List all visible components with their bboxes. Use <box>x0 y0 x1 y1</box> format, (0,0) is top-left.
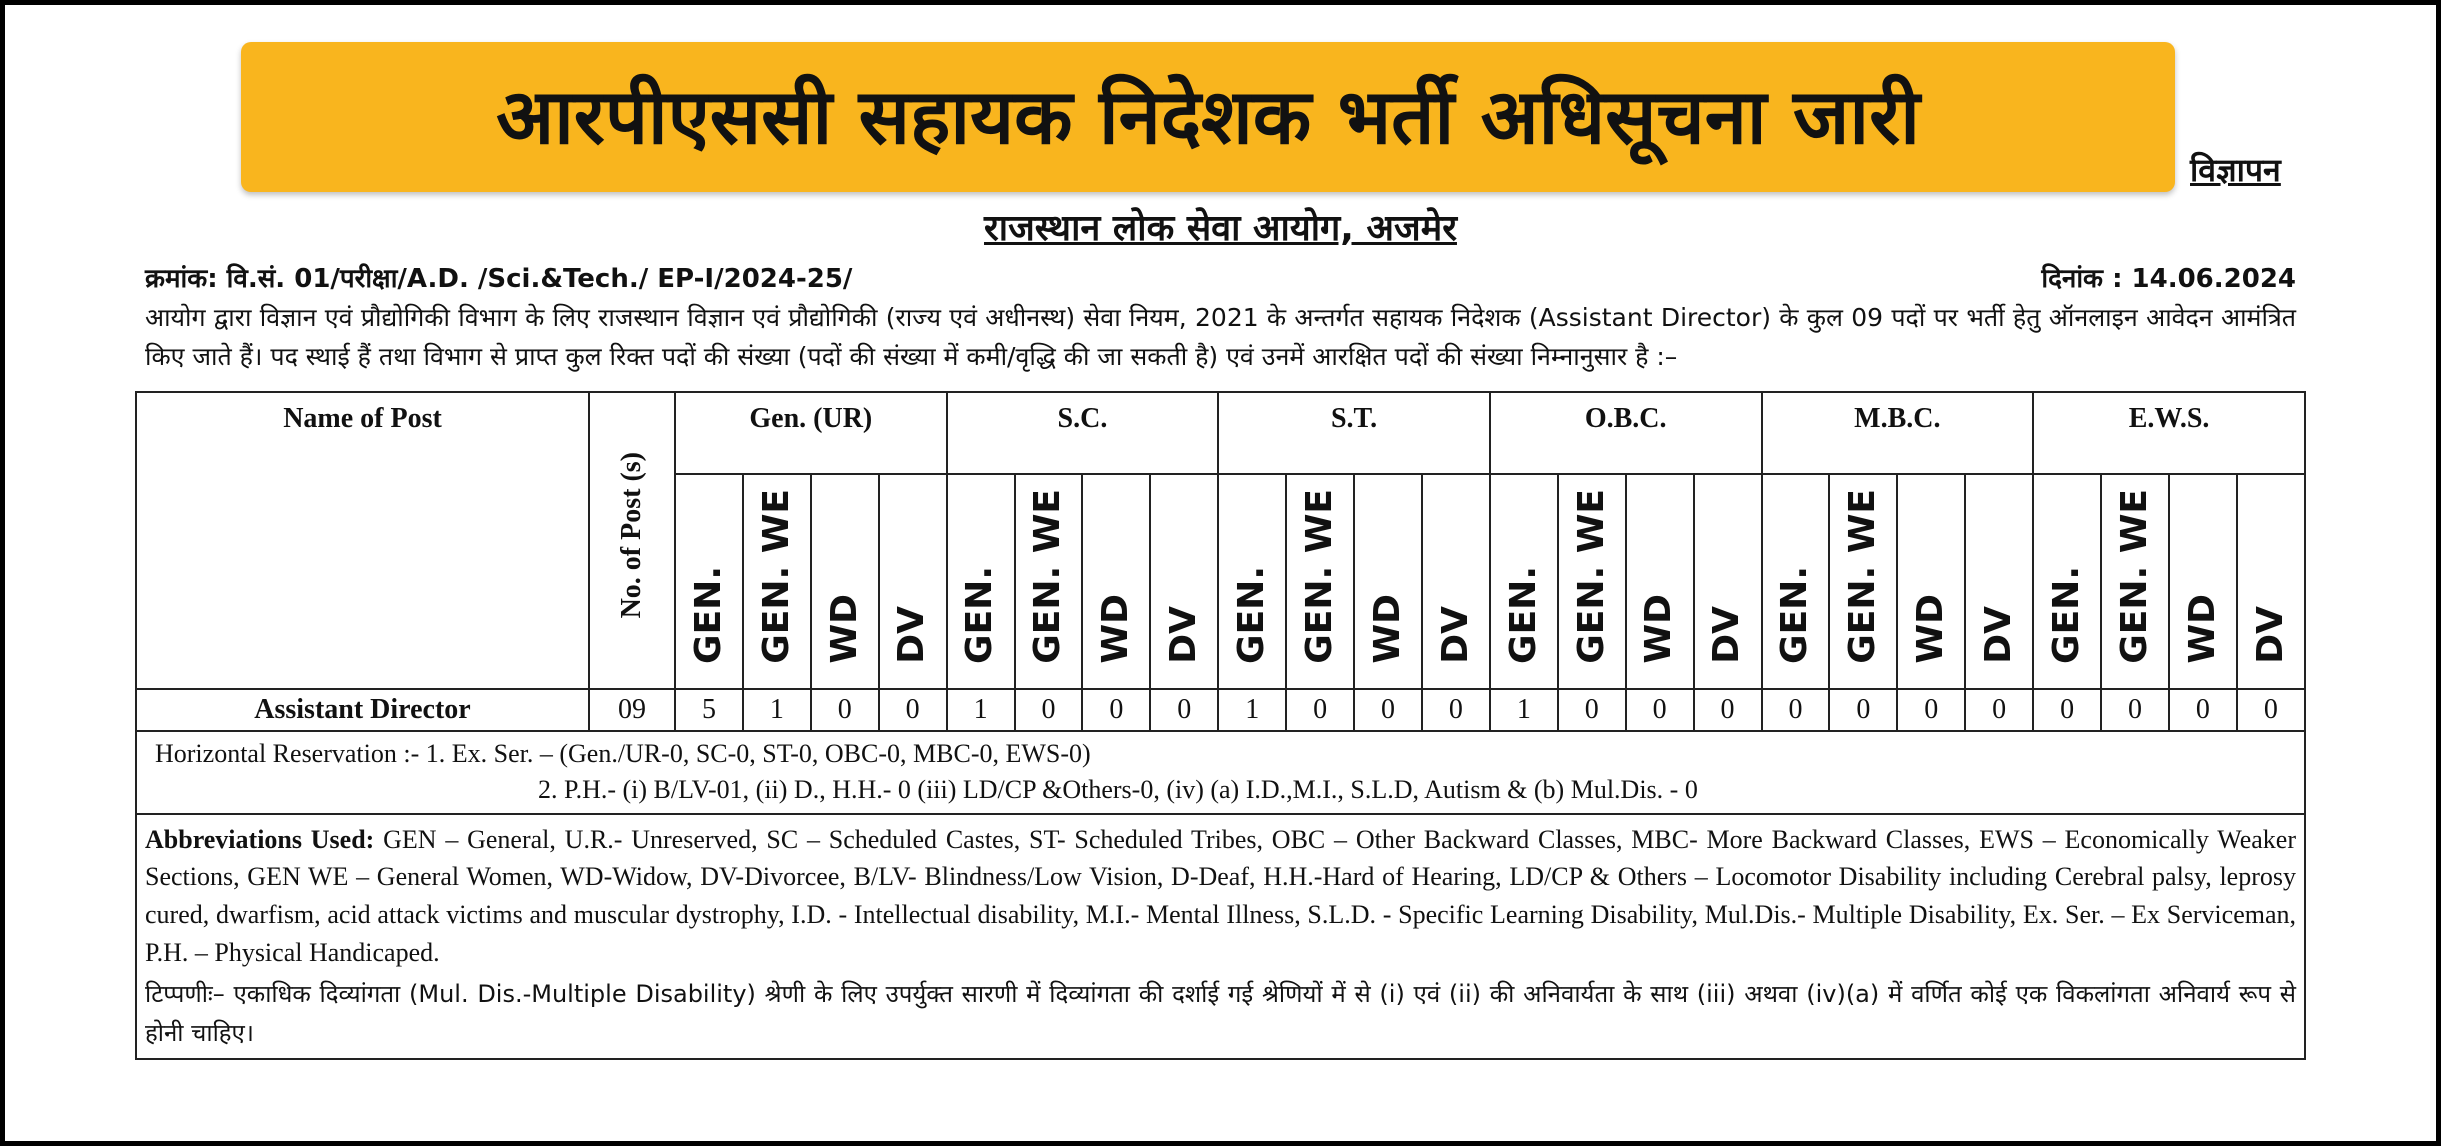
vacancy-value: 1 <box>743 689 811 731</box>
subcategory-header <box>811 474 879 689</box>
vacancy-value: 0 <box>879 689 947 731</box>
advertisement-label: विज्ञापन <box>2190 151 2281 189</box>
subcategory-label: GEN. <box>1502 565 1544 664</box>
subcategory-label: WD <box>1638 593 1680 664</box>
vacancy-value: 0 <box>1286 689 1354 731</box>
subcategory-label: WD <box>1366 593 1408 664</box>
horizontal-reservation <box>136 731 2305 814</box>
subcategory-label: GEN. WE <box>1298 488 1340 664</box>
vacancy-value: 0 <box>1897 689 1965 731</box>
subcategory-header <box>1829 474 1897 689</box>
subcategory-header <box>2101 474 2169 689</box>
vacancy-value: 0 <box>1150 689 1218 731</box>
vacancy-value: 1 <box>947 689 1015 731</box>
top-bar <box>0 0 2441 200</box>
reference-row <box>135 260 2306 299</box>
banner-title: आरपीएससी सहायक निदेशक भर्ती अधिसूचना जारी <box>496 71 1920 161</box>
title-banner <box>241 42 2175 192</box>
subcategory-label: GEN. WE <box>1842 488 1884 664</box>
subcategory-label: WD <box>823 593 865 664</box>
group-header: O.B.C. <box>1490 392 1762 474</box>
subcategory-header <box>1694 474 1762 689</box>
reference-number: क्रमांक: वि.सं. 01/परीक्षा/A.D. /Sci.&Tech./ EP-I/2024-25/ <box>145 264 853 295</box>
subcategory-label: GEN. <box>959 565 1001 664</box>
subcategory-label: DV <box>891 605 933 664</box>
group-header: E.W.S. <box>2033 392 2305 474</box>
intro-paragraph: आयोग द्वारा विज्ञान एवं प्रौद्योगिकी विभाग के लिए राजस्थान विज्ञान एवं प्रौद्योगिकी (राज्य एवं अधीनस्थ) सेवा नियम, 2021 के अन्तर्गत सहायक निदेशक (Assistant Director) के कुल 09 पदों पर भर्ती हेतु ऑनलाइन आवेदन आमंत्रित किए जाते हैं। पद स्थाई हैं तथा विभाग से प्राप्त कुल रिक्त पदों की संख्या (पदों की संख्या में कमी/वृद्धि की जा सकती है) एवं उनमें आरक्षित पदों की संख्या निम्नानुसार है :– <box>145 303 2296 372</box>
group-header: M.B.C. <box>1762 392 2034 474</box>
vacancy-value: 0 <box>811 689 879 731</box>
subcategory-header <box>1015 474 1083 689</box>
vacancy-value: 0 <box>1829 689 1897 731</box>
vacancy-value: 0 <box>2169 689 2237 731</box>
vacancy-value: 0 <box>1015 689 1083 731</box>
subcategory-header <box>1218 474 1286 689</box>
post-name: Assistant Director <box>136 689 589 731</box>
subcategory-label: GEN. <box>2045 565 2087 664</box>
subcategory-label: DV <box>1434 605 1476 664</box>
notice-page <box>135 200 2306 1090</box>
subcategory-label: WD <box>1095 593 1137 664</box>
subcategory-label: GEN. WE <box>755 488 797 664</box>
subcategory-label: GEN. <box>687 565 729 664</box>
posts-header-label: No. of Post (s) <box>615 451 647 619</box>
vacancy-value: 0 <box>1082 689 1150 731</box>
subcategory-header <box>1762 474 1830 689</box>
group-header: S.C. <box>947 392 1219 474</box>
subcategory-header <box>1286 474 1354 689</box>
subcategory-header <box>1897 474 1965 689</box>
subcategory-header <box>1490 474 1558 689</box>
horizontal-line-1: Horizontal Reservation :- 1. Ex. Ser. – (Gen./UR-0, SC-0, ST-0, OBC-0, MBC-0, EWS-0) <box>155 738 1091 768</box>
note-text: टिप्पणीः– एकाधिक दिव्यांगता (Mul. Dis.-Multiple Disability) श्रेणी के लिए उपर्युक्त सारणी में दिव्यांगता की दर्शाई गई श्रेणियों में से (i) एवं (ii) की अनिवार्यता के साथ (iii) अथवा (iv)(a) में वर्णित कोई एक विकलांगता अनिवार्य रूप से होनी चाहिए। <box>145 980 2296 1047</box>
vacancy-value: 0 <box>1965 689 2033 731</box>
subcategory-label: GEN. WE <box>1027 488 1069 664</box>
subcategory-label: GEN. <box>1774 565 1816 664</box>
subcategory-header <box>743 474 811 689</box>
subcategory-header <box>675 474 743 689</box>
vacancy-value: 0 <box>1422 689 1490 731</box>
posts-header <box>589 392 675 689</box>
abbreviations-cell <box>136 814 2305 1060</box>
subcategory-header <box>947 474 1015 689</box>
subcategory-label: WD <box>1910 593 1952 664</box>
subcategory-label: DV <box>1706 605 1748 664</box>
vacancy-value: 0 <box>1558 689 1626 731</box>
notice-date: दिनांक : 14.06.2024 <box>2041 264 2296 295</box>
vacancy-value: 0 <box>1694 689 1762 731</box>
vacancy-value: 1 <box>1490 689 1558 731</box>
subcategory-header <box>1082 474 1150 689</box>
subcategory-label: WD <box>2181 593 2223 664</box>
subcategory-header <box>2033 474 2101 689</box>
vacancy-value: 0 <box>2101 689 2169 731</box>
horizontal-line-2: 2. P.H.- (i) B/LV-01, (ii) D., H.H.- 0 (iii) LD/CP &Others-0, (iv) (a) I.D.,M.I., S.L.D, Autism & (b) Mul.Dis. - 0 <box>538 775 1698 805</box>
vacancy-value: 0 <box>1626 689 1694 731</box>
vacancy-table <box>135 391 2306 1060</box>
subcategory-header <box>1150 474 1218 689</box>
vacancy-value: 5 <box>675 689 743 731</box>
subcategory-header <box>1422 474 1490 689</box>
subcategory-label: DV <box>1163 605 1205 664</box>
subcategory-label: GEN. <box>1231 565 1272 664</box>
vacancy-value: 0 <box>1762 689 1830 731</box>
vacancy-value: 1 <box>1218 689 1286 731</box>
name-of-post-header: Name of Post <box>136 392 589 689</box>
vacancy-value: 0 <box>2237 689 2305 731</box>
vacancy-value: 0 <box>2033 689 2101 731</box>
subcategory-label: DV <box>2249 605 2291 664</box>
abbreviations-text: GEN – General, U.R.- Unreserved, SC – Scheduled Castes, ST- Scheduled Tribes, OBC – Other Backward Classes, MBC- More Backward Classes, EWS – Economically Weaker Sections, GEN WE – General Women, WD-Widow, DV-Divorcee, B/LV- Blindness/Low Vision, D-Deaf, H.H.-Hard of Hearing, LD/CP & Others – Locomotor Disability including Cerebral palsy, leprosy cured, dwarfism, acid attack victims and muscular dystrophy, I.D. - Intellectual disability, M.I.- Mental Illness, S.L.D. - Specific Learning Disability, Mul.Dis.- Multiple Disability, Ex. Ser. – Ex Serviceman, P.H. – Physical Handicaped. <box>145 824 2296 967</box>
abbreviations-label: Abbreviations Used: <box>145 824 375 854</box>
post-count: 09 <box>589 689 675 731</box>
subcategory-header <box>1558 474 1626 689</box>
subcategory-header <box>879 474 947 689</box>
subcategory-header <box>1626 474 1694 689</box>
subcategory-label: GEN. WE <box>1570 488 1612 664</box>
subcategory-header <box>1965 474 2033 689</box>
vacancy-value: 0 <box>1354 689 1422 731</box>
group-header: Gen. (UR) <box>675 392 947 474</box>
subcategory-header <box>2169 474 2237 689</box>
commission-name: राजस्थान लोक सेवा आयोग, अजमेर <box>984 208 1457 249</box>
subcategory-label: DV <box>1977 605 2019 664</box>
subcategory-header <box>1354 474 1422 689</box>
subcategory-label: GEN. WE <box>2113 488 2155 664</box>
subcategory-header <box>2237 474 2305 689</box>
group-header: S.T. <box>1218 392 1490 474</box>
